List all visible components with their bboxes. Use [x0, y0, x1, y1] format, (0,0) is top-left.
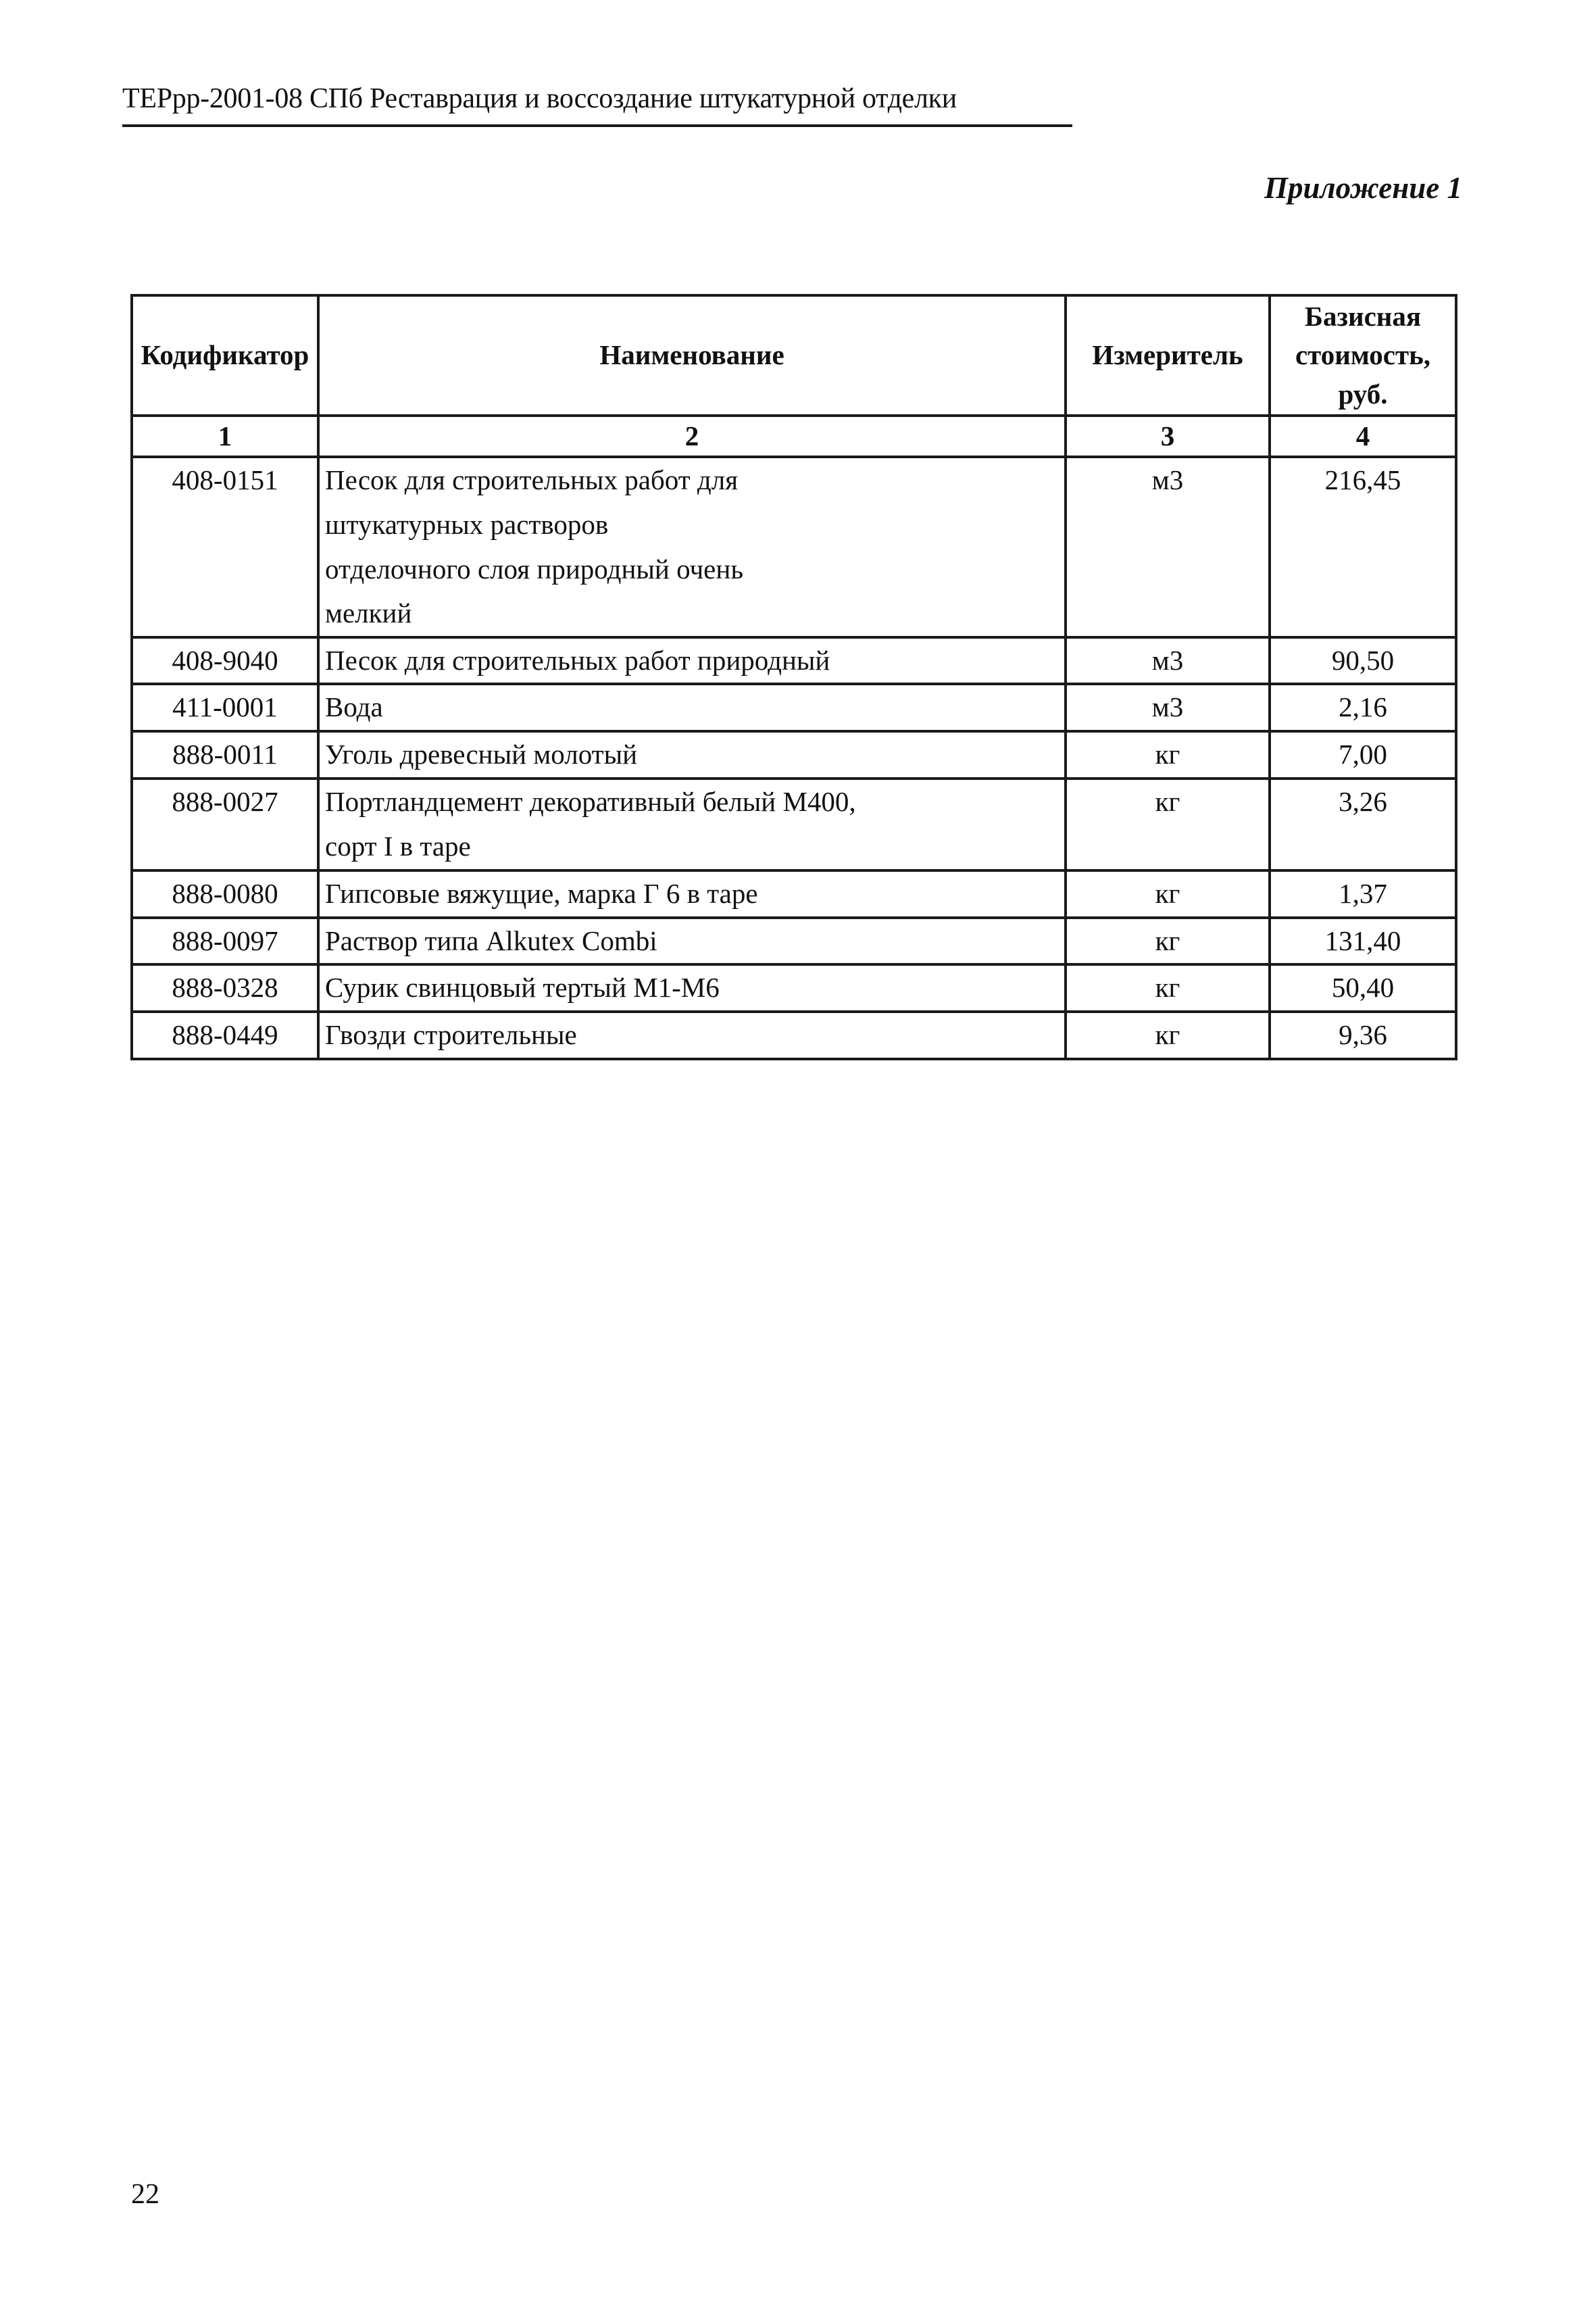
row-unit: кг — [1066, 918, 1270, 965]
row-name: Портландцемент декоративный белый М400, сорт I в таре — [318, 779, 1066, 870]
table-row — [132, 457, 1456, 637]
row-unit: м3 — [1066, 457, 1270, 637]
column-header-price: Базисная стоимость, руб. — [1270, 295, 1456, 416]
row-unit: кг — [1066, 731, 1270, 779]
materials-price-table — [130, 294, 1457, 1060]
row-unit: кг — [1066, 870, 1270, 918]
row-price: 90,50 — [1270, 637, 1456, 685]
row-name: Гипсовые вяжущие, марка Г 6 в таре — [318, 870, 1066, 918]
column-number: 2 — [318, 416, 1066, 457]
row-code: 411-0001 — [132, 684, 318, 731]
row-price: 2,16 — [1270, 684, 1456, 731]
row-unit: кг — [1066, 964, 1270, 1012]
row-name: Вода — [318, 684, 1066, 731]
column-header-code: Кодификатор — [132, 295, 318, 416]
row-code: 888-0097 — [132, 918, 318, 965]
table-header-row — [132, 295, 1456, 416]
row-code: 888-0328 — [132, 964, 318, 1012]
row-name: Песок для строительных работ для штукатурных растворов отделочного слоя природный очень мелкий — [318, 457, 1066, 637]
column-header-unit: Измеритель — [1066, 295, 1270, 416]
table-row — [132, 870, 1456, 918]
row-price: 7,00 — [1270, 731, 1456, 779]
table-row — [132, 684, 1456, 731]
running-header — [122, 80, 1072, 127]
row-price: 50,40 — [1270, 964, 1456, 1012]
row-unit: кг — [1066, 779, 1270, 870]
row-price: 9,36 — [1270, 1012, 1456, 1059]
row-price: 3,26 — [1270, 779, 1456, 870]
table-row — [132, 1012, 1456, 1059]
column-number: 3 — [1066, 416, 1270, 457]
row-code: 888-0449 — [132, 1012, 318, 1059]
row-name: Сурик свинцовый тертый М1-М6 — [318, 964, 1066, 1012]
row-name: Песок для строительных работ природный — [318, 637, 1066, 685]
table-row — [132, 964, 1456, 1012]
row-code: 888-0011 — [132, 731, 318, 779]
page-number: 22 — [131, 2179, 159, 2210]
row-code: 408-0151 — [132, 457, 318, 637]
column-header-name: Наименование — [318, 295, 1066, 416]
row-name: Раствор типа Alkutex Combi — [318, 918, 1066, 965]
row-name: Уголь древесный молотый — [318, 731, 1066, 779]
table-row — [132, 731, 1456, 779]
table-row — [132, 918, 1456, 965]
row-code: 888-0027 — [132, 779, 318, 870]
row-unit: кг — [1066, 1012, 1270, 1059]
document-title: ТЕРрр-2001-08 СПб Реставрация и воссоздание штукатурной отделки — [122, 83, 957, 114]
row-unit: м3 — [1066, 684, 1270, 731]
row-code: 888-0080 — [132, 870, 318, 918]
column-number-row — [132, 416, 1456, 457]
column-number: 1 — [132, 416, 318, 457]
row-price: 131,40 — [1270, 918, 1456, 965]
row-code: 408-9040 — [132, 637, 318, 685]
row-name: Гвозди строительные — [318, 1012, 1066, 1059]
row-unit: м3 — [1066, 637, 1270, 685]
appendix-label: Приложение 1 — [1264, 171, 1462, 205]
table-row — [132, 779, 1456, 870]
table-row — [132, 637, 1456, 685]
column-number: 4 — [1270, 416, 1456, 457]
row-price: 1,37 — [1270, 870, 1456, 918]
row-price: 216,45 — [1270, 457, 1456, 637]
